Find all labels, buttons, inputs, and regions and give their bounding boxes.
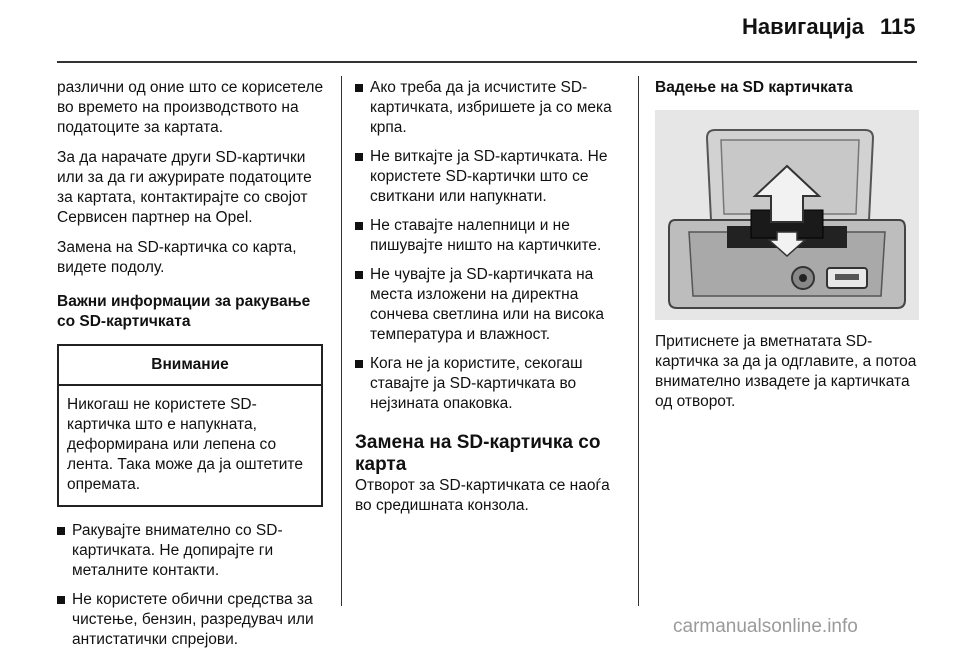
header-rule — [57, 61, 917, 63]
list-item: Ако треба да ја исчистите SD-картичката, избришете ја со мека крпа. — [355, 78, 627, 138]
paragraph: Отворот за SD-картичката се наоѓа во средишната конзола. — [355, 477, 610, 514]
column-divider-2 — [638, 76, 639, 606]
list-item: Кога не ја користите, секогаш ставајте ја SD-картичката во нејзината опаковка. — [355, 354, 627, 414]
column-divider-1 — [341, 76, 342, 606]
column-3 — [655, 78, 923, 422]
paragraph: Притиснете ја вметнатата SD-картичка за да ја одглавите, а потоа внимателно извадете ја картичката од отворот. — [655, 333, 917, 410]
section-title: Замена на SD-картичка со карта — [355, 432, 601, 475]
caution-box — [57, 344, 323, 507]
list-item: Ракувајте внимателно со SD-картичката. Не допирајте ги металните контакти. — [57, 521, 329, 581]
column-1 — [57, 78, 329, 659]
caution-title: Внимание — [59, 346, 321, 386]
list-item: Не ставајте налепници и не пишувајте ништо на картичките. — [355, 216, 627, 256]
sd-slot-drawing — [655, 110, 919, 320]
subheading-removal: Вадење на SD картичката — [655, 79, 853, 96]
paragraph: Замена на SD-картичка со карта, видете подолу. — [57, 239, 297, 276]
watermark: carmanualsonline.info — [673, 616, 858, 637]
subheading-handling: Важни информации за ракување со SD-картичката — [57, 293, 311, 330]
list-item: Не користете обични средства за чистење, бензин, разредувач или антистатички спрејови. — [57, 590, 329, 650]
page-number: 115 — [880, 14, 916, 39]
list-item: Не виткајте ја SD-картичката. Не користете SD-картички што се свиткани или напукнати. — [355, 147, 627, 207]
bullet-list — [355, 78, 627, 414]
paragraph: различни од оние што се корисетеле во времето на производството на податоците за картата. — [57, 79, 324, 136]
sd-slot-illustration — [655, 110, 919, 320]
paragraph: За да нарачате други SD-картички или за да ги ажурирате податоците за картата, контактирајте со својот Сервисен партнер на Opel. — [57, 149, 312, 226]
caution-text: Никогаш не користете SD-картичка што е напукната, деформирана или лепена со лента. Така може да ја оштетите опремата. — [67, 396, 303, 493]
bullet-list — [57, 521, 329, 650]
column-2 — [355, 78, 627, 526]
running-header-title: Навигација — [742, 14, 864, 39]
list-item: Не чувајте ја SD-картичката на места изложени на директна сончева светлина или на висока температура и влажност. — [355, 265, 627, 345]
